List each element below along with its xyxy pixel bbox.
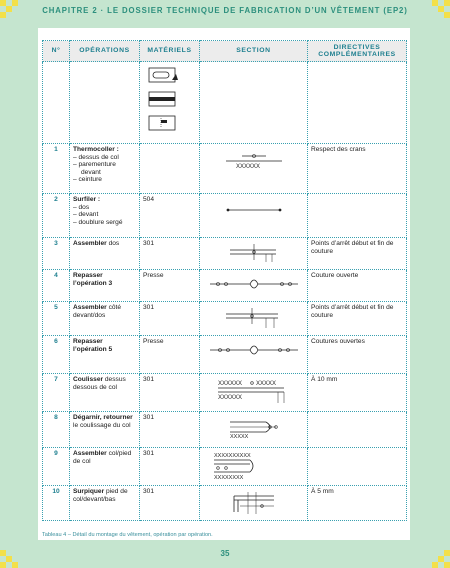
operation-item: – parementure	[73, 161, 116, 169]
operation-number: 10	[43, 486, 70, 521]
directive-cell	[308, 412, 407, 448]
operation-detail: dessus dessous de col	[73, 376, 126, 391]
operation-number: 2	[43, 194, 70, 238]
material-cell: 301	[140, 448, 200, 486]
section-diagram-cell	[200, 238, 308, 270]
operation-detail: dos	[106, 240, 120, 247]
presser-foot-symbols-icon	[143, 64, 197, 136]
operation-detail: côté devant/dos	[73, 304, 122, 319]
material-cell: 301	[140, 302, 200, 336]
svg-text:XXXXXX: XXXXXX	[217, 381, 242, 387]
symbols-legend-cell	[140, 62, 200, 144]
table-row	[43, 270, 407, 302]
svg-text:XXXXXXXXXX: XXXXXXXXXX	[213, 453, 251, 459]
material-cell	[140, 144, 200, 194]
section-diagram-cell	[200, 374, 308, 412]
page-number: 35	[220, 549, 230, 558]
directive-cell: Respect des crans	[308, 144, 407, 194]
operation-verb: Repasser l’opération 3	[73, 272, 113, 287]
operation-cell	[70, 144, 140, 194]
material-cell: 301	[140, 412, 200, 448]
operation-verb: Assembler	[73, 240, 107, 247]
svg-text:XXXXXX: XXXXXX	[235, 164, 260, 170]
operation-verb: Coulisser	[73, 376, 104, 383]
operation-verb: Repasser l’opération 5	[73, 338, 113, 353]
table-row	[43, 412, 407, 448]
column-header-directives: DIRECTIVES COMPLÉMENTAIRES	[308, 41, 407, 62]
material-cell: Presse	[140, 270, 200, 302]
directive-cell: Points d’arrêt début et fin de couture	[308, 302, 407, 336]
directive-cell	[308, 194, 407, 238]
operation-number: 8	[43, 412, 70, 448]
operation-number: 4	[43, 270, 70, 302]
material-cell: 301	[140, 486, 200, 521]
operation-verb: Dégarnir, retourner	[73, 414, 133, 421]
table-header-row	[43, 41, 407, 62]
collar-stitch-section-icon	[204, 376, 304, 406]
material-cell: 301	[140, 374, 200, 412]
operation-verb: Surfiler :	[73, 196, 101, 203]
operation-cell	[70, 336, 140, 374]
directive-cell	[308, 448, 407, 486]
column-header-section: SECTION	[200, 41, 308, 62]
seam-section-icon	[204, 240, 304, 266]
page-sheet	[38, 28, 410, 540]
operation-item: devant	[81, 168, 101, 176]
pressed-open-seam-icon	[204, 272, 304, 296]
column-header-number: N°	[43, 41, 70, 62]
table-row	[43, 238, 407, 270]
section-diagram-cell	[200, 302, 308, 336]
operation-number: 3	[43, 238, 70, 270]
operation-detail: le coulissage du col	[73, 421, 131, 429]
operation-cell	[70, 412, 140, 448]
directive-cell: À 10 mm	[308, 374, 407, 412]
operation-cell	[70, 302, 140, 336]
topstitch-section-icon	[204, 488, 304, 518]
table-caption: Tableau 4 – Détail du montage du vêtement, opération par opération.	[42, 532, 213, 538]
material-cell: 504	[140, 194, 200, 238]
svg-text:XXXXX: XXXXX	[229, 434, 248, 440]
turned-collar-section-icon	[204, 414, 304, 442]
operation-cell	[70, 194, 140, 238]
pressed-open-seams-icon	[204, 338, 304, 362]
legend-row	[43, 62, 407, 144]
section-diagram-cell	[200, 194, 308, 238]
directive-cell: Coutures ouvertes	[308, 336, 407, 374]
section-diagram-cell	[200, 412, 308, 448]
operation-verb: Surpiquer	[73, 488, 105, 495]
collar-stand-section-icon	[204, 450, 304, 482]
column-header-materials: MATÉRIELS	[140, 41, 200, 62]
table-row	[43, 144, 407, 194]
table-row	[43, 302, 407, 336]
operation-cell	[70, 486, 140, 521]
column-header-operations: OPÉRATIONS	[70, 41, 140, 62]
operation-cell	[70, 270, 140, 302]
section-diagram-cell	[200, 448, 308, 486]
operation-item: – ceinture	[73, 176, 102, 184]
operation-cell	[70, 374, 140, 412]
operation-cell	[70, 238, 140, 270]
table-row	[43, 374, 407, 412]
section-diagram-cell	[200, 336, 308, 374]
directive-cell: À 5 mm	[308, 486, 407, 521]
operations-table	[42, 40, 407, 521]
svg-text:XXXXXX: XXXXXX	[217, 395, 242, 401]
table-row	[43, 336, 407, 374]
operation-item: – dos	[73, 203, 90, 211]
operation-detail: pied de col/devant/bas	[73, 488, 128, 503]
operation-verb: Assembler	[73, 450, 107, 457]
svg-text:XXXXXXXX: XXXXXXXX	[213, 475, 243, 481]
operation-item: – dessus de col	[73, 153, 119, 161]
section-diagram-cell	[200, 144, 308, 194]
operation-verb: Assembler	[73, 304, 107, 311]
operation-number: 1	[43, 144, 70, 194]
section-diagram-cell	[200, 486, 308, 521]
material-cell: Presse	[140, 336, 200, 374]
material-cell: 301	[140, 238, 200, 270]
operation-item: – devant	[73, 211, 99, 219]
operation-number: 6	[43, 336, 70, 374]
operation-cell	[70, 448, 140, 486]
operation-detail: col/pied de col	[73, 450, 132, 465]
section-diagram-cell	[200, 270, 308, 302]
directive-cell: Points d’arrêt début et fin de couture	[308, 238, 407, 270]
table-row	[43, 194, 407, 238]
operation-item: – doublure sergé	[73, 218, 123, 226]
overlock-section-icon	[204, 196, 304, 220]
operation-verb: Thermocoller :	[73, 146, 119, 153]
operation-number: 7	[43, 374, 70, 412]
side-seam-section-icon	[204, 304, 304, 332]
operation-number: 5	[43, 302, 70, 336]
svg-text:XXXXX: XXXXX	[255, 381, 276, 387]
table-row	[43, 448, 407, 486]
fusing-section-icon	[204, 146, 304, 176]
chapter-header: CHAPITRE 2 · LE DOSSIER TECHNIQUE DE FABRICATION D’UN VÊTEMENT (EP2)	[42, 6, 408, 15]
operation-number: 9	[43, 448, 70, 486]
table-row	[43, 486, 407, 521]
directive-cell: Couture ouverte	[308, 270, 407, 302]
